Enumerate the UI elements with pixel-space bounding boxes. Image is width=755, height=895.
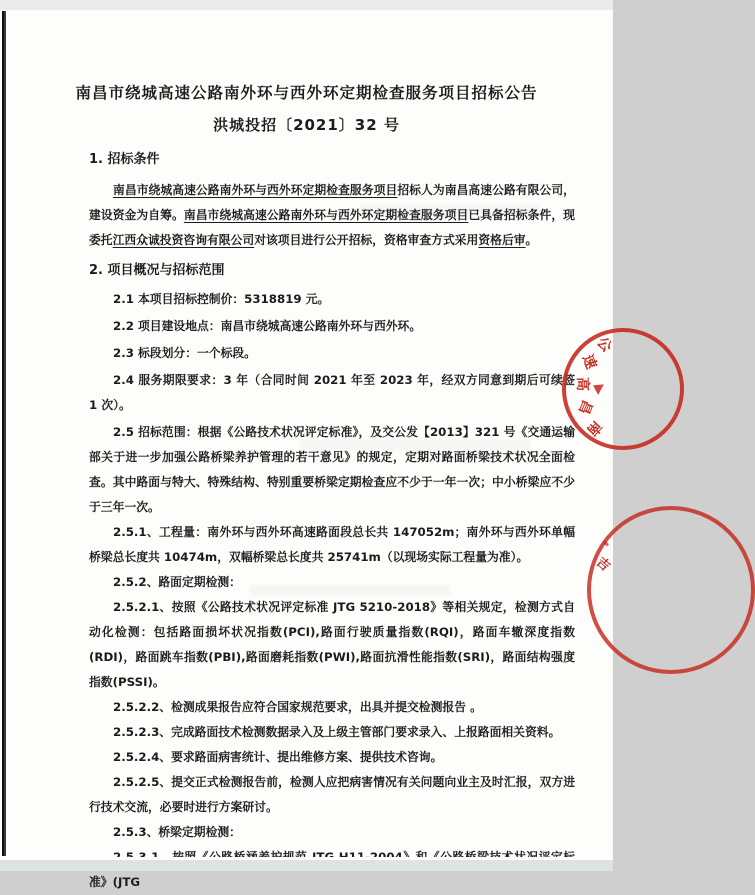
project-name-text: 南昌市绕城高速公路南外环与西外环定期检查服务项目 bbox=[183, 208, 469, 222]
red-seal-partial bbox=[583, 538, 613, 638]
scan-edge-line bbox=[2, 11, 6, 856]
item-tender-scope: 2.5 招标范围：根据《公路技术状况评定标准》，及交公发【2013】321 号《交通运输部关于进一步加强公路桥梁养护管理的若干意见》的规定，定期对路面桥梁技术状况全面检查。其中路面与特大、特殊结构、特别重要桥梁定期检查应不少于一年一次；中小桥梁应不少于三年一次。 bbox=[89, 425, 575, 514]
section-2-heading: 2. 项目概况与招标范围 bbox=[89, 263, 225, 278]
item-bridge-standard: 准》(JTG bbox=[89, 875, 141, 889]
item-data-entry: 2.5.2.3、完成路面技术检测数据录入及上级主管部门要求录入、上报路面相关资料。 bbox=[113, 725, 561, 739]
item-pavement-standard: 2.5.2.1、按照《公路技术状况评定标准 JTG 5210-2018》等相关规定，检测方式自动化检测：包括路面损坏状况指数(PCI),路面行驶质量指数(RQI)，路面车辙深度指数(RDI)，路面跳车指数(PBI),路面磨耗指数(PWI),路面抗滑性能指数(SRI)，路面结构强度指数(PSSI)。 bbox=[89, 600, 575, 689]
page-title: 南昌市绕城高速公路南外环与西外环定期检查服务项目招标公告 bbox=[75, 84, 538, 102]
doc-number: 洪城投招〔2021〕32 号 bbox=[213, 116, 400, 134]
item-location: 2.2 项目建设地点：南昌市绕城高速公路南外环与西外环。 bbox=[113, 319, 422, 333]
item-control-price: 2.1 本项目招标控制价：5318819 元。 bbox=[113, 292, 330, 306]
project-name-text: 南昌市绕城高速公路南外环与西外环定期检查服务项目 bbox=[113, 183, 398, 197]
item-disease-statistics: 2.5.2.4、要求路面病害统计、提出维修方案、提供技术咨询。 bbox=[113, 750, 443, 764]
item-pre-report-communication: 2.5.2.5、提交正式检测报告前，检测人应把病害情况有关问题向业主及时汇报，双方进行技术交流，必要时进行方案研讨。 bbox=[89, 775, 575, 814]
qualification-method-text: 资格后审 bbox=[478, 233, 526, 247]
seal-character: 高 bbox=[574, 377, 590, 391]
agency-name-text: 江西众诚投资咨询有限公司 bbox=[112, 233, 255, 247]
section-1-heading: 1. 招标条件 bbox=[89, 152, 160, 167]
scan-edge-bottom bbox=[0, 857, 613, 871]
tender-conditions-paragraph bbox=[89, 178, 575, 253]
seal-character: 吉 bbox=[592, 554, 613, 575]
bidding-method-text: 对该项目进行公开招标，资格审查方式采用 bbox=[254, 233, 479, 247]
seal-character: 昌 bbox=[574, 397, 596, 417]
seal-character: 南 bbox=[583, 417, 605, 439]
item-quantities: 2.5.1、工程量：南外环与西外环高速路面段总长共 147052m；南外环与西外环单幅桥梁总长度共 10474m，双幅桥梁总长度共 25741m（以现场实际工程量为准）。 bbox=[89, 525, 575, 564]
document-body bbox=[89, 147, 575, 895]
conditions-text: 已具备招标条件，现委托 bbox=[89, 208, 575, 247]
item-bridge-inspection-heading: 2.5.3、桥梁定期检测： bbox=[113, 825, 241, 839]
period-text: 。 bbox=[525, 233, 538, 247]
tenderee-text: 招标人为南昌高速公路有限公司，建设资金为自筹。 bbox=[89, 183, 575, 222]
scan-noise bbox=[250, 585, 450, 595]
item-lot-division: 2.3 标段划分：一个标段。 bbox=[113, 346, 256, 360]
document-header bbox=[0, 82, 613, 135]
item-pavement-inspection-heading: 2.5.2、路面定期检测： bbox=[113, 575, 241, 589]
scan-edge-top bbox=[0, 0, 613, 10]
item-report-requirement: 2.5.2.2、检测成果报告应符合国家规范要求，出具并提交检测报告 。 bbox=[113, 700, 482, 714]
seal-character: 速 bbox=[578, 352, 600, 372]
seal-ring-icon bbox=[587, 506, 755, 674]
scan-noise bbox=[360, 205, 540, 215]
seal-character: 公 bbox=[593, 334, 615, 356]
item-service-period: 2.4 服务期限要求：3 年（合同时间 2021 年至 2023 年，经双方同意到期后可续签 1 次）。 bbox=[89, 373, 575, 412]
scan-noise bbox=[300, 440, 530, 450]
